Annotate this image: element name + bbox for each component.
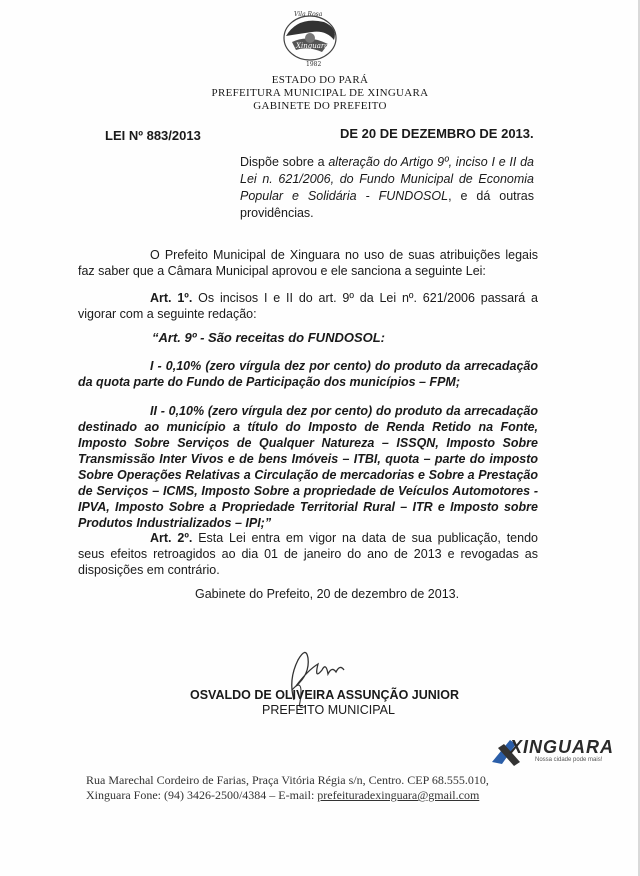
footer-phone: Xinguara Fone: (94) 3426-2500/4384 – E-mail: [86,788,318,802]
municipal-seal [268,8,352,70]
footer-address: Rua Marechal Cordeiro de Farias, Praça Vitória Régia s/n, Centro. CEP 68.555.010, [86,773,489,787]
footer-email-link[interactable]: prefeituradexinguara@gmail.com [317,788,480,802]
article-9-heading: “Art. 9º - São receitas do FUNDOSOL: [152,330,386,345]
ementa-closing: , e dá outras providências. [240,189,534,220]
law-ementa [240,154,534,222]
signer-role: PREFEITO MUNICIPAL [262,703,395,717]
law-number: LEI Nº 883/2013 [105,128,201,143]
signer-name: OSVALDO DE OLIVEIRA ASSUNÇÃO JUNIOR [190,688,460,702]
article-1-label: Art. 1º. [150,291,193,305]
article-1 [78,290,538,322]
prefecture-name: PREFEITURA MUNICIPAL DE XINGUARA [211,87,429,99]
ementa-intro: Dispõe sobre a [240,155,329,169]
preamble: O Prefeito Municipal de Xinguara no uso de suas atribuições legais faz saber que a Câmara Municipal aprovou e ele sanciona a seguinte Lei: [78,248,538,278]
footer-contact [86,788,479,803]
seal-text-middle: Xinguara [296,42,329,50]
article-2-label: Art. 2º. [150,531,193,545]
logo-tagline: Nossa cidade pode mais! [535,757,603,763]
seal-text-year: 1982 [306,61,322,68]
article-2 [78,530,538,578]
law-date: DE 20 DE DEZEMBRO DE 2013. [340,126,534,141]
inciso-1: I - 0,10% (zero vírgula dez por cento) do produto da arrecadação da quota parte do Fundo de Participação dos municípios – FPM; [78,359,538,389]
logo-wordmark: XINGUARA [510,737,615,757]
closing-date: Gabinete do Prefeito, 20 de dezembro de 2013. [195,587,460,601]
office-name: GABINETE DO PREFEITO [253,100,387,112]
article-2-text: Esta Lei entra em vigor na data de sua publicação, tendo seus efeitos retroagidos ao dia 01 de janeiro do ano de 2013 e revogadas as disposições em contrário. [78,531,538,577]
seal-text-top: Vila Rosa [294,11,323,18]
ementa-subject: alteração do Artigo 9º, inciso I e II da Lei n. 621/2006, do Fundo Municipal de Economia Popular e Solidária - FUNDOSOL [240,155,534,203]
inciso-2: II - 0,10% (zero vírgula dez por cento) do produto da arrecadação destinado ao município a título do Imposto de Renda Retido na Fonte, Imposto Sobre Serviços de Qualquer Natureza – ISSQN, Imposto Sobre Transmissão Inter Vivos e de bens Imóveis – ITBI, quota – parte do imposto Sobre Operações Relativas a Circulação de mercadorias e Sobre a Prestação de Serviços – ICMS, Imposto Sobre a propriedade de Veículos Automotores - IPVA, Imposto Sobre a Propriedade Territorial Rural – ITR e Imposto sobre Produtos Industrializados – IPI;” [78,404,538,530]
article-1-text: Os incisos I e II do art. 9º da Lei nº. 621/2006 passará a vigorar com a seguinte redação: [78,291,538,321]
state-name: ESTADO DO PARÁ [271,74,369,86]
